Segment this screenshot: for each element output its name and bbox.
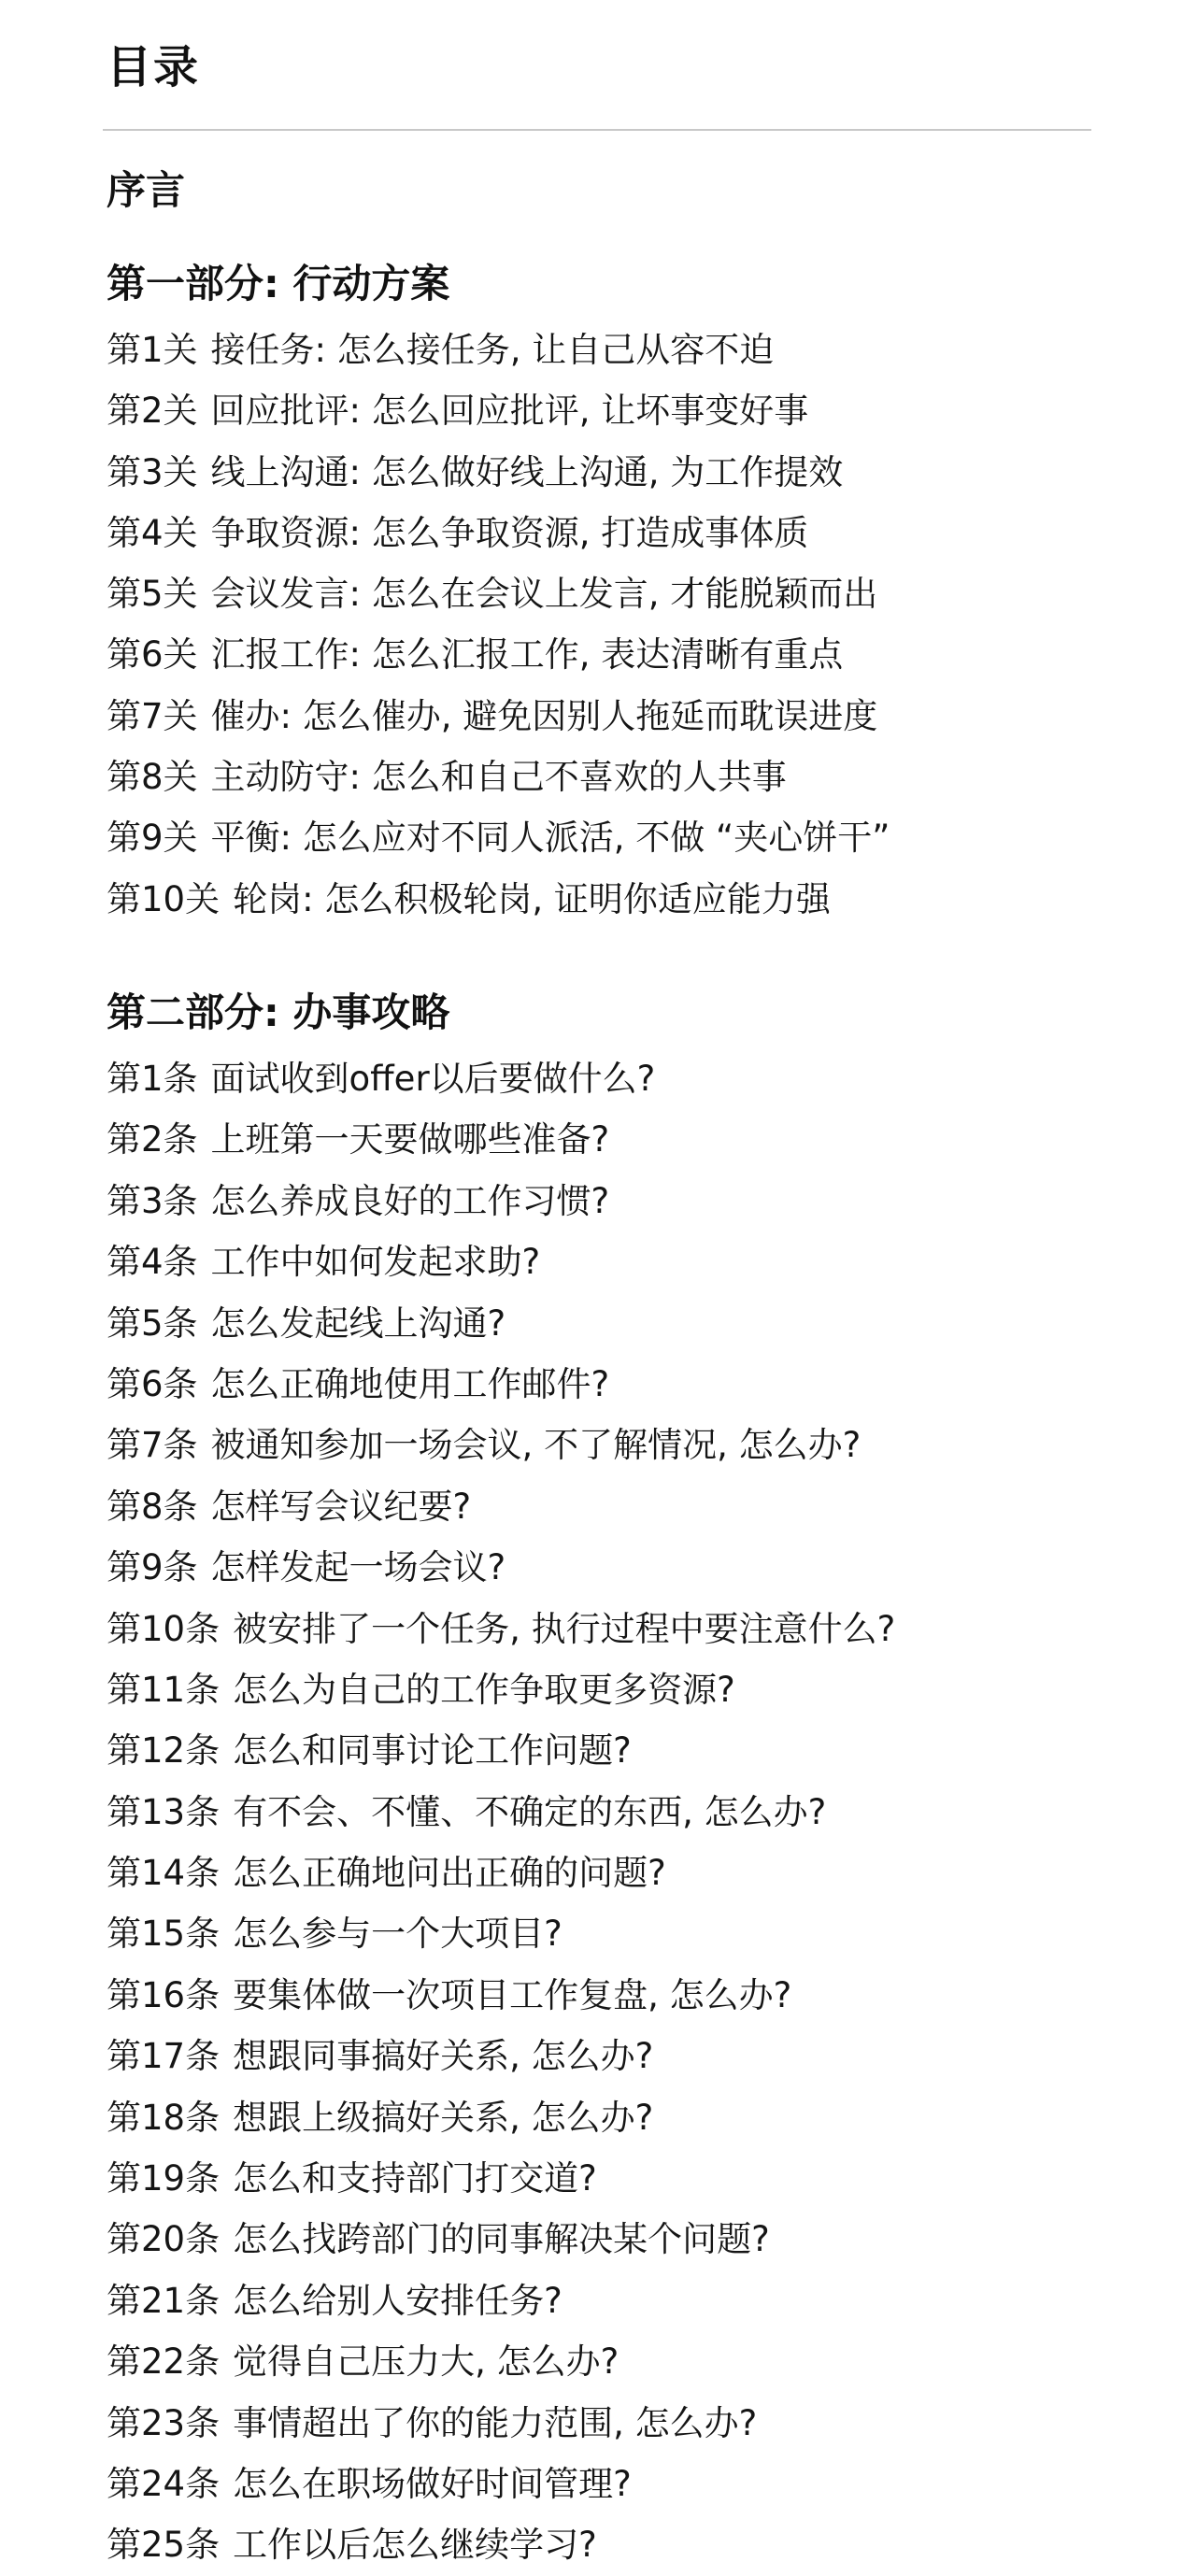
entry-number: 第8关 [107, 757, 198, 798]
entry-title: 事情超出了你的能力范围, 怎么办? [233, 2402, 758, 2443]
toc-entry[interactable] [107, 1537, 895, 1598]
toc-title: 目录 [107, 41, 201, 93]
entry-title: 回应批评: 怎么回应批评, 让坏事变好事 [210, 391, 809, 432]
toc-entry[interactable] [107, 2331, 895, 2392]
toc-entry[interactable] [107, 1109, 895, 1170]
entry-title: 怎么找跨部门的同事解决某个问题? [233, 2219, 770, 2260]
toc-entry[interactable] [107, 1048, 895, 1109]
toc-entry[interactable] [107, 1782, 895, 1843]
entry-title: 怎么正确地问出正确的问题? [233, 1853, 666, 1894]
entry-title: 觉得自己压力大, 怎么办? [233, 2341, 619, 2383]
entry-number: 第2条 [107, 1119, 198, 1160]
entry-number: 第11条 [107, 1669, 221, 1710]
entry-title: 轮岗: 怎么积极轮岗, 证明你适应能力强 [233, 878, 831, 919]
entry-number: 第16条 [107, 1974, 221, 2015]
entry-number: 第3条 [107, 1180, 198, 1221]
toc-entry[interactable] [107, 869, 890, 930]
part-two-section [107, 987, 895, 2576]
entry-number: 第21条 [107, 2280, 221, 2321]
entry-number: 第8条 [107, 1486, 198, 1527]
entry-title: 争取资源: 怎么争取资源, 打造成事体质 [210, 512, 809, 553]
toc-entry[interactable] [107, 1965, 895, 2026]
toc-entry[interactable] [107, 686, 890, 747]
toc-entry[interactable] [107, 2148, 895, 2209]
toc-entry[interactable] [107, 2026, 895, 2086]
entry-number: 第12条 [107, 1730, 221, 1772]
part-one-section [107, 258, 890, 930]
entry-title: 要集体做一次项目工作复盘, 怎么办? [233, 1974, 792, 2015]
entry-number: 第19条 [107, 2158, 221, 2199]
toc-entry[interactable] [107, 1293, 895, 1354]
toc-entry[interactable] [107, 1659, 895, 1720]
entry-number: 第2关 [107, 391, 198, 432]
part-one-list [107, 320, 890, 930]
entry-number: 第20条 [107, 2219, 221, 2260]
entry-title: 催办: 怎么催办, 避免因别人拖延而耽误进度 [210, 695, 878, 736]
toc-entry[interactable] [107, 747, 890, 807]
toc-entry[interactable] [107, 2270, 895, 2331]
part-one-heading[interactable]: 第一部分: 行动方案 [107, 261, 450, 306]
toc-entry[interactable] [107, 1415, 895, 1475]
entry-number: 第6关 [107, 634, 198, 676]
part-two-list [107, 1048, 895, 2576]
entry-title: 平衡: 怎么应对不同人派活, 不做 “夹心饼干” [210, 818, 890, 859]
toc-entry[interactable] [107, 807, 890, 868]
entry-title: 线上沟通: 怎么做好线上沟通, 为工作提效 [210, 451, 844, 492]
entry-title: 怎么发起线上沟通? [210, 1302, 506, 1344]
entry-number: 第17条 [107, 2036, 221, 2077]
entry-title: 工作中如何发起求助? [210, 1242, 541, 1283]
entry-number: 第13条 [107, 1791, 221, 1832]
entry-title: 怎么为自己的工作争取更多资源? [233, 1669, 735, 1710]
toc-entry[interactable] [107, 1231, 895, 1292]
entry-number: 第23条 [107, 2402, 221, 2443]
toc-entry[interactable] [107, 380, 890, 441]
entry-number: 第9条 [107, 1547, 198, 1588]
entry-number: 第5关 [107, 574, 198, 615]
entry-number: 第9关 [107, 818, 198, 859]
entry-number: 第3关 [107, 451, 198, 492]
toc-entry[interactable] [107, 1476, 895, 1537]
entry-title: 主动防守: 怎么和自己不喜欢的人共事 [210, 757, 787, 798]
entry-title: 怎么参与一个大项目? [233, 1914, 562, 1955]
entry-number: 第6条 [107, 1363, 198, 1404]
entry-title: 想跟同事搞好关系, 怎么办? [233, 2036, 654, 2077]
entry-title: 怎么正确地使用工作邮件? [210, 1363, 610, 1404]
entry-number: 第24条 [107, 2463, 221, 2504]
toc-entry[interactable] [107, 624, 890, 685]
toc-entry[interactable] [107, 442, 890, 503]
toc-entry[interactable] [107, 2209, 895, 2270]
entry-title: 怎么给别人安排任务? [233, 2280, 562, 2321]
toc-entry-preface[interactable]: 序言 [107, 167, 186, 213]
entry-title: 面试收到offer以后要做什么? [210, 1059, 656, 1099]
entry-title: 工作以后怎么继续学习? [233, 2525, 597, 2566]
entry-title: 汇报工作: 怎么汇报工作, 表达清晰有重点 [210, 634, 844, 676]
toc-entry[interactable] [107, 1599, 895, 1659]
entry-number: 第10条 [107, 1608, 221, 1649]
entry-number: 第15条 [107, 1914, 221, 1955]
entry-number: 第18条 [107, 2097, 221, 2138]
toc-entry[interactable] [107, 1171, 895, 1231]
entry-title: 被通知参加一场会议, 不了解情况, 怎么办? [210, 1425, 861, 1466]
part-two-heading[interactable]: 第二部分: 办事攻略 [107, 989, 450, 1035]
entry-title: 接任务: 怎么接任务, 让自己从容不迫 [210, 330, 775, 370]
entry-number: 第25条 [107, 2525, 221, 2566]
entry-title: 想跟上级搞好关系, 怎么办? [233, 2097, 654, 2138]
entry-number: 第22条 [107, 2341, 221, 2383]
entry-number: 第1关 [107, 330, 198, 370]
toc-entry[interactable] [107, 563, 890, 624]
entry-title: 怎样发起一场会议? [210, 1547, 506, 1588]
entry-title: 怎么在职场做好时间管理? [233, 2463, 632, 2504]
entry-number: 第5条 [107, 1302, 198, 1344]
toc-entry[interactable] [107, 1843, 895, 1903]
toc-entry[interactable] [107, 2514, 895, 2575]
toc-entry[interactable] [107, 320, 890, 380]
entry-title: 怎么养成良好的工作习惯? [210, 1180, 610, 1221]
toc-entry[interactable] [107, 2393, 895, 2454]
entry-number: 第10关 [107, 878, 221, 919]
entry-title: 怎么和支持部门打交道? [233, 2158, 597, 2199]
entry-number: 第7条 [107, 1425, 198, 1466]
entry-title: 上班第一天要做哪些准备? [210, 1119, 610, 1160]
entry-number: 第14条 [107, 1853, 221, 1894]
entry-title: 有不会、不懂、不确定的东西, 怎么办? [233, 1791, 827, 1832]
toc-entry[interactable] [107, 2087, 895, 2148]
toc-entry[interactable] [107, 503, 890, 563]
entry-title: 会议发言: 怎么在会议上发言, 才能脱颖而出 [210, 574, 878, 615]
entry-number: 第7关 [107, 695, 198, 736]
toc-entry[interactable] [107, 1903, 895, 1964]
toc-entry[interactable] [107, 1720, 895, 1781]
toc-entry[interactable] [107, 2454, 895, 2514]
entry-title: 被安排了一个任务, 执行过程中要注意什么? [233, 1608, 896, 1649]
entry-number: 第4关 [107, 512, 198, 553]
entry-number: 第4条 [107, 1242, 198, 1283]
toc-entry[interactable] [107, 1354, 895, 1415]
entry-number: 第1条 [107, 1059, 198, 1099]
title-divider [103, 129, 1091, 131]
entry-title: 怎样写会议纪要? [210, 1486, 472, 1527]
entry-title: 怎么和同事讨论工作问题? [233, 1730, 632, 1772]
